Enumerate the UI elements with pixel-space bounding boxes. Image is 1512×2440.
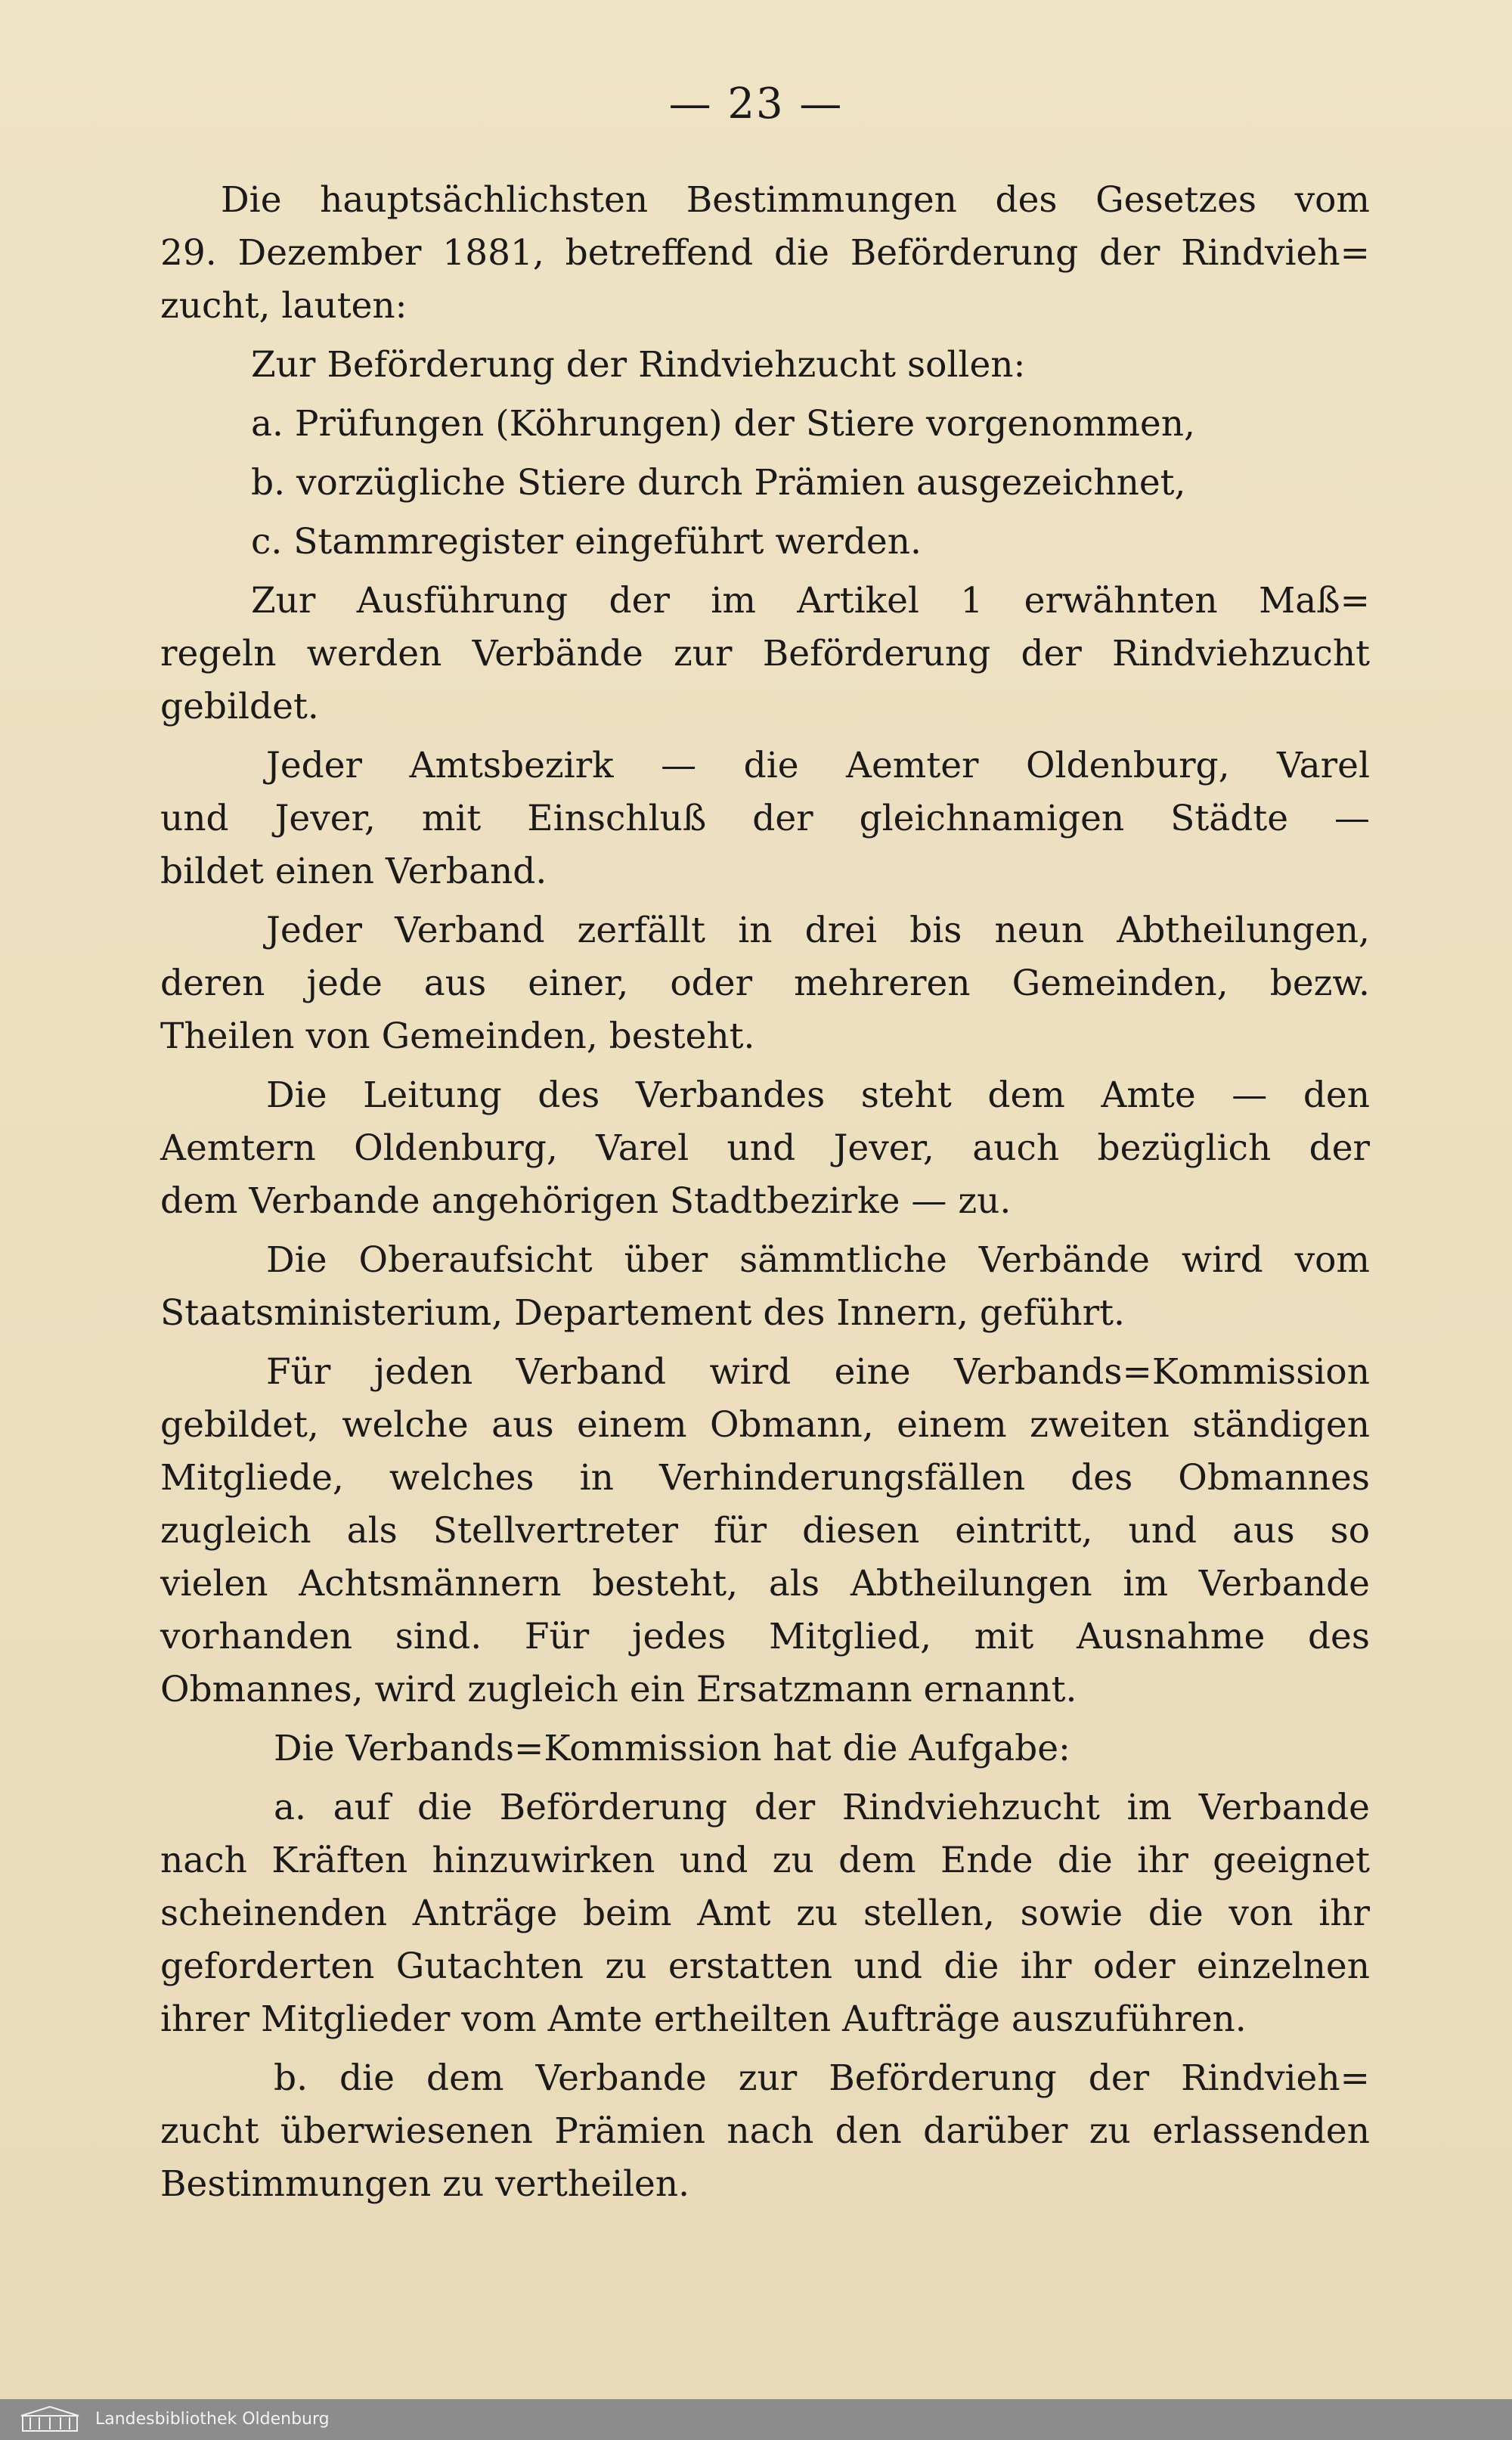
text-line: Obmannes, wird zugleich ein Ersatzmann ernannt.: [160, 1669, 1077, 1710]
text-line: Mitgliede, welches in Verhinderungsfällen des Obmannes: [160, 1457, 1370, 1499]
text-line: zucht überwiesenen Prämien nach den darüber zu erlassenden: [160, 2110, 1370, 2152]
text-line: Die Verbands=Kommission hat die Aufgabe:: [274, 1728, 1070, 1769]
paragraph-gap: [160, 1775, 1370, 1781]
text-line: gebildet.: [160, 686, 319, 727]
text-line: vorhanden sind. Für jedes Mitglied, mit Ausnahme des: [160, 1616, 1370, 1657]
text-line: Für jeden Verband wird eine Verbands=Kommission: [266, 1351, 1370, 1393]
text-line: Staatsministerium, Departement des Innern, geführt.: [160, 1292, 1125, 1334]
page-number: — 23 —: [668, 79, 844, 129]
text-line: 29. Dezember 1881, betreffend die Beförderung der Rindvieh=: [160, 232, 1370, 274]
text-line: c. Stammregister eingeführt werden.: [251, 521, 922, 563]
footer-bar: [0, 2399, 1512, 2440]
paragraph-gap: [160, 1716, 1370, 1722]
library-building-icon: [20, 2405, 80, 2434]
paragraph-gap: [160, 2211, 1370, 2217]
text-line: a. Prüfungen (Köhrungen) der Stiere vorgenommen,: [251, 403, 1195, 445]
text-line: scheinenden Anträge beim Amt zu stellen, sowie die von ihr: [160, 1893, 1370, 1934]
paragraph-gap: [160, 569, 1370, 575]
text-line: vielen Achtsmännern besteht, als Abtheilungen im Verbande: [160, 1563, 1370, 1604]
paragraph: [160, 1722, 1370, 1775]
paragraph: [160, 174, 1370, 333]
paragraph: [160, 516, 1370, 569]
paragraph-gap: [160, 392, 1370, 398]
paragraph: [160, 904, 1370, 1063]
body-text: [160, 174, 1370, 2217]
text-line: gebildet, welche aus einem Obmann, einem zweiten ständigen: [160, 1404, 1370, 1446]
paragraph: [160, 1781, 1370, 2046]
paragraph: [160, 1346, 1370, 1716]
paragraph: [160, 1069, 1370, 1228]
text-line: Theilen von Gemeinden, besteht.: [160, 1015, 755, 1057]
text-line: Die Oberaufsicht über sämmtliche Verbände wird vom: [266, 1239, 1370, 1281]
footer-label: Landesbibliothek Oldenburg: [95, 2410, 330, 2429]
paragraph-gap: [160, 898, 1370, 904]
paragraph-gap: [160, 510, 1370, 516]
text-line: geforderten Gutachten zu erstatten und die ihr oder einzelnen: [160, 1945, 1370, 1987]
paragraph: [160, 457, 1370, 510]
paragraph-gap: [160, 2046, 1370, 2052]
text-line: a. auf die Beförderung der Rindviehzucht im Verbande: [274, 1787, 1370, 1828]
text-line: und Jever, mit Einschluß der gleichnamigen Städte —: [160, 798, 1370, 839]
text-line: zucht, lauten:: [160, 285, 407, 327]
text-line: Die Leitung des Verbandes steht dem Amte — den: [266, 1074, 1370, 1116]
paragraph: [160, 398, 1370, 451]
paragraph: [160, 339, 1370, 392]
paragraph-gap: [160, 733, 1370, 739]
text-line: nach Kräften hinzuwirken und zu dem Ende die ihr geeignet: [160, 1840, 1370, 1881]
paragraph: [160, 2052, 1370, 2211]
paragraph: [160, 739, 1370, 898]
text-line: Die hauptsächlichsten Bestimmungen des Gesetzes vom: [221, 179, 1370, 221]
paragraph-gap: [160, 451, 1370, 457]
paragraph: [160, 575, 1370, 733]
paragraph: [160, 1234, 1370, 1340]
paragraph-gap: [160, 1063, 1370, 1069]
text-line: Jeder Amtsbezirk — die Aemter Oldenburg, Varel: [266, 745, 1370, 786]
text-line: zugleich als Stellvertreter für diesen eintritt, und aus so: [160, 1510, 1370, 1552]
text-line: Bestimmungen zu vertheilen.: [160, 2163, 690, 2205]
paragraph-gap: [160, 1340, 1370, 1346]
text-line: deren jede aus einer, oder mehreren Gemeinden, bezw.: [160, 963, 1370, 1004]
text-line: b. die dem Verbande zur Beförderung der Rindvieh=: [274, 2057, 1370, 2099]
text-line: Jeder Verband zerfällt in drei bis neun Abtheilungen,: [266, 910, 1370, 951]
text-line: dem Verbande angehörigen Stadtbezirke — zu.: [160, 1180, 1012, 1222]
text-line: ihrer Mitglieder vom Amte ertheilten Aufträge auszuführen.: [160, 1998, 1247, 2040]
text-line: bildet einen Verband.: [160, 851, 547, 892]
text-line: Zur Beförderung der Rindviehzucht sollen:: [251, 344, 1026, 386]
text-line: Zur Ausführung der im Artikel 1 erwähnten Maß=: [251, 580, 1370, 622]
text-line: regeln werden Verbände zur Beförderung der Rindviehzucht: [160, 633, 1370, 674]
text-line: b. vorzügliche Stiere durch Prämien ausgezeichnet,: [251, 462, 1186, 504]
paragraph-gap: [160, 1228, 1370, 1234]
paragraph-gap: [160, 333, 1370, 339]
text-line: Aemtern Oldenburg, Varel und Jever, auch bezüglich der: [160, 1127, 1370, 1169]
